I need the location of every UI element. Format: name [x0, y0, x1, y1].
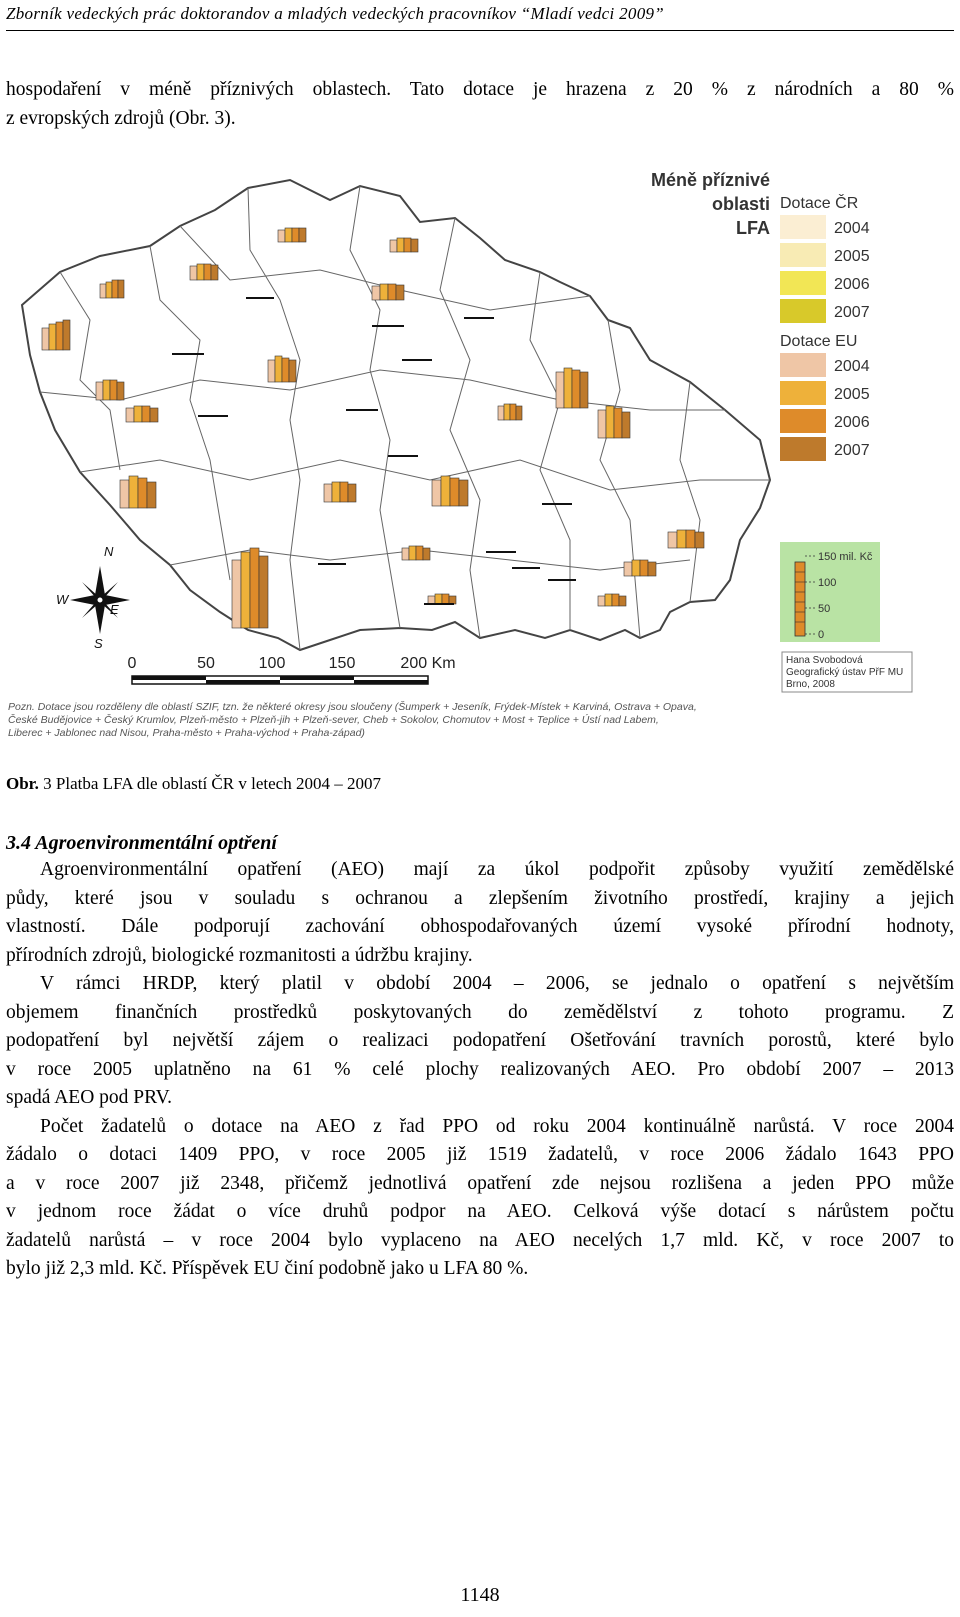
value-legend-label: 100: [818, 577, 837, 589]
body-line: V rámci HRDP, který platil v období 2004 – 2006, se jednalo o opatření s největším: [40, 973, 954, 994]
body-line: žadatelů narůstá – v roce 2004 bylo vyplaceno na AEO necelých 1,7 mld. Kč, v roce 2007 to: [6, 1229, 954, 1251]
value-legend-label: 50: [818, 603, 831, 615]
bar-cluster: [190, 264, 218, 280]
legend-swatch: [780, 299, 826, 323]
body-line: a v roce 2007 již 2348, přičemž jednotlivá opatření zde nejsou rozlišena a jeden PPO může: [6, 1172, 954, 1194]
compass-label: W: [56, 592, 69, 607]
caption-number: 3: [38, 774, 56, 793]
page-number: 1148: [460, 1584, 500, 1606]
header-rule: [6, 30, 954, 31]
bar-cluster: [390, 238, 418, 252]
body-line: přírodních zdrojů, biologické rozmanitosti a údržbu krajiny.: [6, 944, 473, 966]
bar-cluster: [232, 548, 268, 628]
running-header: Zborník vedeckých prác doktorandov a mladých vedeckých pracovníkov “Mladí vedci 2009”: [6, 4, 665, 23]
body-line: Agroenvironmentální opatření (AEO) mají za úkol podpořit způsoby využití zemědělské: [40, 859, 954, 880]
legend-swatch: [780, 409, 826, 433]
compass-label: S: [94, 636, 103, 651]
legend-year: 2005: [834, 386, 870, 403]
legend-year: 2006: [834, 414, 870, 431]
body-line: Počet žadatelů o dotace na AEO z řad PPO od roku 2004 kontinuálně narůstá. V roce 2004: [40, 1115, 954, 1137]
compass-label: E: [110, 602, 119, 617]
caption-text: Platba LFA dle oblastí ČR v letech 2004 – 2007: [55, 774, 381, 793]
author-line: Brno, 2008: [786, 679, 835, 690]
body-line: podopatření byl největší zájem o realizaci podopatření Ošetřování travních porostů, které bylo: [6, 1030, 954, 1051]
scale-bar: [128, 655, 456, 684]
compass-rose-icon: [56, 544, 130, 651]
legend-swatch: [780, 437, 826, 461]
legend-swatch: [780, 215, 826, 239]
legend-year: 2007: [834, 304, 870, 321]
legend-swatch: [780, 271, 826, 295]
legend-year: 2006: [834, 276, 870, 293]
body-text: [6, 856, 954, 1284]
bar-cluster: [278, 228, 306, 242]
scale-tick-label: 0: [127, 655, 137, 672]
bar-cluster: [556, 368, 588, 408]
legend-year: 2007: [834, 442, 870, 459]
legend-swatch: [780, 243, 826, 267]
legend-swatch: [780, 381, 826, 405]
bar-cluster: [598, 594, 626, 606]
legend-swatch: [780, 353, 826, 377]
legend-eu-swatches: [780, 353, 826, 461]
legend-cr-title: Dotace ČR: [780, 195, 859, 212]
body-line: půdy, které jsou v souladu s ochranou a zlepšením životního prostředí, krajiny a jejich: [6, 887, 954, 909]
author-line: Hana Svobodová: [786, 655, 863, 666]
bar-cluster: [372, 284, 404, 300]
body-line: v roce 2005 uplatněno na 61 % celé plochy realizovaných AEO. Pro období 2007 – 2013: [6, 1058, 954, 1080]
legend-title-line: LFA: [736, 218, 770, 238]
figure-note-line: České Budějovice + Český Krumlov, Plzeň-město + Plzeň-jih + Plzeň-sever, Cheb + Sokolov, Chomutov + Most + Teplice + Ústí nad Labem,: [8, 714, 659, 726]
legend-eu-title: Dotace EU: [780, 333, 858, 350]
legend-year: 2004: [834, 358, 870, 375]
compass-label: N: [104, 544, 114, 559]
caption-label: Obr.: [6, 774, 39, 793]
body-line: vlastností. Dále podporují zachování obhospodařovaných území vysoké přírodní hodnoty,: [6, 916, 954, 937]
lfa-map-figure: [0, 160, 960, 760]
bar-cluster: [96, 380, 124, 400]
scale-tick-label: 200 Km: [400, 655, 456, 672]
legend-year: 2005: [834, 248, 870, 265]
author-box: [782, 652, 912, 692]
scale-tick-label: 50: [197, 655, 215, 672]
bar-cluster: [432, 476, 468, 506]
author-line: Geografický ústav PřF MU: [786, 667, 904, 678]
bar-cluster: [402, 546, 430, 560]
scale-tick-label: 150: [328, 655, 356, 672]
body-line: v jednom roce žádat o více druhů podpor na AEO. Celková výše dotací s nárůstem počtu: [6, 1201, 954, 1222]
value-legend-label: 150 mil. Kč: [818, 551, 873, 563]
figure-note-line: Pozn. Dotace jsou rozděleny dle oblastí SZIF, tzn. že některé okresy jsou sloučeny (Šumperk + Jeseník, Frýdek-Místek + Karviná, Ostrava + Opava,: [8, 701, 697, 713]
legend-cr-swatches: [780, 215, 826, 323]
bar-cluster: [268, 356, 296, 382]
value-legend-label: 0: [818, 629, 825, 641]
bar-cluster: [126, 406, 158, 422]
section-heading: 3.4 Agroenvironmentální optření: [6, 832, 277, 854]
body-line: žádalo o dotaci 1409 PPO, v roce 2005 již 1519 žadatelů, v roce 2006 žádalo 1643 PPO: [6, 1144, 954, 1165]
body-line: objemem finančních prostředků poskytovaných do zemědělství z tohoto programu. Z: [6, 1001, 954, 1023]
legend-title-line: oblasti: [711, 194, 770, 214]
figure-note-line: Liberec + Jablonec nad Nisou, Praha-město + Praha-východ + Praha-západ): [8, 727, 365, 739]
legend-year: 2004: [834, 220, 870, 237]
bar-cluster: [668, 530, 704, 548]
legend-title-line: Méně příznivé: [650, 170, 770, 190]
intro-line: z evropských zdrojů (Obr. 3).: [6, 107, 236, 129]
intro-line: hospodaření v méně příznivých oblastech. Tato dotace je hrazena z 20 % z národních a 80 %: [6, 79, 954, 100]
value-legend: [780, 542, 880, 642]
scale-tick-label: 100: [258, 655, 286, 672]
intro-paragraph: [6, 76, 954, 133]
body-line: spadá AEO pod PRV.: [6, 1087, 173, 1108]
bar-cluster: [624, 560, 656, 576]
bar-cluster: [498, 404, 522, 420]
figure-caption: [6, 774, 381, 794]
bar-cluster: [324, 482, 356, 502]
body-line: bylo již 2,3 mld. Kč. Příspěvek EU činí podobně jako u LFA 80 %.: [6, 1258, 529, 1279]
